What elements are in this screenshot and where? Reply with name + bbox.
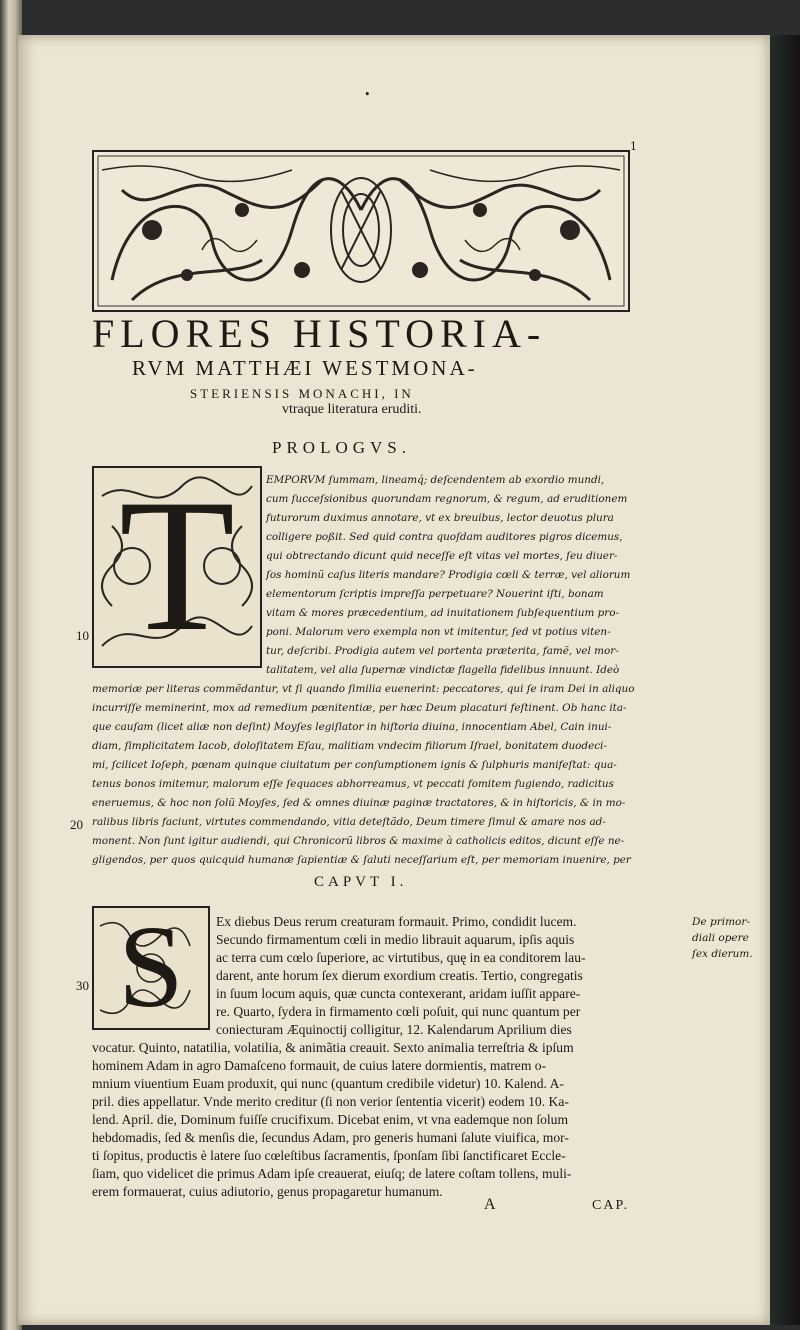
prologue-line-9: poni. Malorum vero exempla non vt imitentur, ſed vt potius viten- xyxy=(266,626,611,638)
title-line-4: vtraque literatura eruditi. xyxy=(282,402,422,417)
chapter-line-15: ſiam, quo videlicet die primus Adam ipſe creauerat, eiuſq; de latere coſtam tollens, muli- xyxy=(92,1166,572,1181)
chapter-line-7: coniecturam Æquinoctij colligitur, 12. Kalendarum Aprilium dies xyxy=(216,1022,572,1037)
chapter-line-2: Secundo firmamentum cœli in medio librauit aquarum, ipſis aquis xyxy=(216,932,575,947)
prologue-line-3: futurorum duximus annotare, vt ex breuibus, lector deuotus plura xyxy=(266,512,614,524)
chapter-line-4: darent, ante horum ſex dierum exordium creatis. Tertio, congregatis xyxy=(216,968,583,983)
prologue-line-14: que cauſam (licet aliæ non deſint) Moyſes legiſlator in hiſtoria diuina, innocentiam Abel, Cain inui- xyxy=(92,721,612,733)
page-mark: 1 xyxy=(630,140,637,153)
prologue-line-21: gligendos, per quos quicquid humanæ ſapientiæ & ſaluti neceſſarium eſt, per memoriam inuenire, per xyxy=(92,854,631,866)
prologue-line-20: monent. Non ſunt igitur audiendi, qui Chronicorũ libros & maxime à catholicis editos, dicunt eſſe ne- xyxy=(92,835,625,847)
chapter-line-13: hebdomadis, ſed & menſis die, ſecundus Adam, pro generis humani ſalute viuifica, mor- xyxy=(92,1130,569,1145)
chapter-line-12: lend. April. die, Dominum fuiſſe crucifixum. Dicebat enim, vt vna eademque non ſolum xyxy=(92,1112,569,1127)
prologue-line-11: talitatem, vel alia ſupernæ vindictæ flagella fidelibus innuunt. Ideò xyxy=(266,664,620,676)
prologue-line-17: tenus bonos imitemur, malorum eſſe ſequaces abhorreamus, vt peccati fomitem fugiendo, radicitus xyxy=(92,778,614,790)
prologue-line-5: qui obtrectando dicunt quid neceſſe eſt vitas vel mortes, ſeu diuer- xyxy=(266,550,618,562)
chapter-initial-letter: S xyxy=(118,901,184,1032)
prologue-line-2: cum ſucceſsionibus quorundam regnorum, & regum, ad eruditionem xyxy=(266,493,628,505)
prologue-initial-letter: T xyxy=(118,461,236,671)
chapter-line-6: re. Quarto, ſydera in firmamento cœli poſuit, qui nunc quantum per xyxy=(216,1004,581,1019)
margin-note-line-2: diali opere xyxy=(692,932,749,944)
prologue-line-7: elementorum ſcriptis impreſſa perpetuare? Nouerint iſti, bonam xyxy=(266,588,604,600)
title-line-3: STERIENSIS MONACHI, IN xyxy=(190,386,414,401)
chapter-line-14: ti ſopitus, productis è latere ſuo cœleſtibus ſacramentis, ſponſam ſibi ſanctificaret Eccle- xyxy=(92,1148,566,1163)
line-number-20: 20 xyxy=(70,817,83,832)
title-line-2: RVM MATTHÆI WESTMONA- xyxy=(132,356,478,380)
margin-note-line-1: De primor- xyxy=(692,916,750,928)
prologue-line-8: vitam & mores præcedentium, ad inuitationem ſubſequentium pro- xyxy=(266,607,620,619)
prologue-line-18: eneruemus, & hoc non ſolũ Moyſes, ſed & omnes diuinæ paginæ tractatores, & in hiſtoricis, & in mo- xyxy=(92,797,626,809)
catchword: CAP. xyxy=(592,1198,630,1213)
chapter-line-10: mnium viuentium Euam produxit, qui nunc (quantum credibile videtur) 10. Kalend. A- xyxy=(92,1076,564,1091)
line-number-10: 10 xyxy=(76,628,89,643)
prologue-line-15: diam, ſimplicitatem Iacob, doloſitatem Eſau, malitiam vndecim filiorum Iſrael, bonitatem duodeci- xyxy=(92,740,607,752)
prologue-heading: PROLOGVS. xyxy=(272,438,411,457)
chapter-line-1: Ex diebus Deus rerum creaturam formauit. Primo, condidit lucem. xyxy=(216,914,577,929)
chapter-line-3: ac terra cum cœlo ſuperiore, ac virtutibus, quę in ea conditorem lau- xyxy=(216,950,586,965)
signature-mark: • xyxy=(364,88,371,101)
prologue-line-6: ſos hominũ caſus literis mandare? Prodigia cœli & terræ, vel aliorum xyxy=(266,569,631,581)
prologue-line-16: mi, ſcilicet Ioſeph, pœnam quinque ciuitatum per conſumptionem ignis & ſulphuris manifeſtat: qua- xyxy=(92,759,617,771)
ornamental-headpiece xyxy=(92,150,630,312)
title-line-1: FLORES HISTORIA- xyxy=(92,311,547,356)
prologue-line-4: colligere poßit. Sed quid contra quoſdam auditores pigros dicemus, xyxy=(266,531,623,543)
prologue-line-10: tur, deſcribi. Prodigia autem vel portenta præterita, famẽ, vel mor- xyxy=(266,645,619,657)
prologue-line-13: incurriſſe meminerint, mox ad remedium pœnitentiæ, per hæc Deum placaturi feſtinent. Ob hanc ita- xyxy=(92,702,627,714)
chapter-line-11: pril. dies appellatur. Vnde merito creditur (ſi non verior ſententia vicerit) eodem 10. Ka- xyxy=(92,1094,569,1109)
margin-note-line-3: ſex dierum. xyxy=(692,948,753,960)
chapter-line-5: in ſuum locum aquis, quæ cuncta contexerant, aridam iuſſit appare- xyxy=(216,986,581,1001)
prologue-line-12: memoriæ per literas commẽdantur, vt ſi quando ſimilia euenerint: peccatores, qui ſe iram Dei in aliquo xyxy=(92,683,635,695)
chapter-line-9: hominem Adam in agro Damaſceno formauit, de cuius latere dormientis, matrem o- xyxy=(92,1058,547,1073)
chapter-line-16: erem formauerat, cuius adiutorio, genus propagaretur humanum. xyxy=(92,1184,443,1199)
chapter-line-8: vocatur. Quinto, natatilia, volatilia, & animãtia creauit. Sexto animalia terreſtria & ipſum xyxy=(92,1040,574,1055)
signature-letter: A xyxy=(484,1196,496,1213)
prologue-drop-cap xyxy=(92,461,262,671)
prologue-line-1: EMPORVM ſummam, lineamq́; deſcendentem ab exordio mundi, xyxy=(266,474,605,486)
line-number-30: 30 xyxy=(76,978,89,993)
chapter-drop-cap xyxy=(92,901,210,1032)
prologue-line-19: ralibus libris faciunt, virtutes commendando, vitia deteſtãdo, Deum timere ſimul & amare nos ad- xyxy=(92,816,606,828)
chapter-heading: CAPVT I. xyxy=(314,874,408,890)
